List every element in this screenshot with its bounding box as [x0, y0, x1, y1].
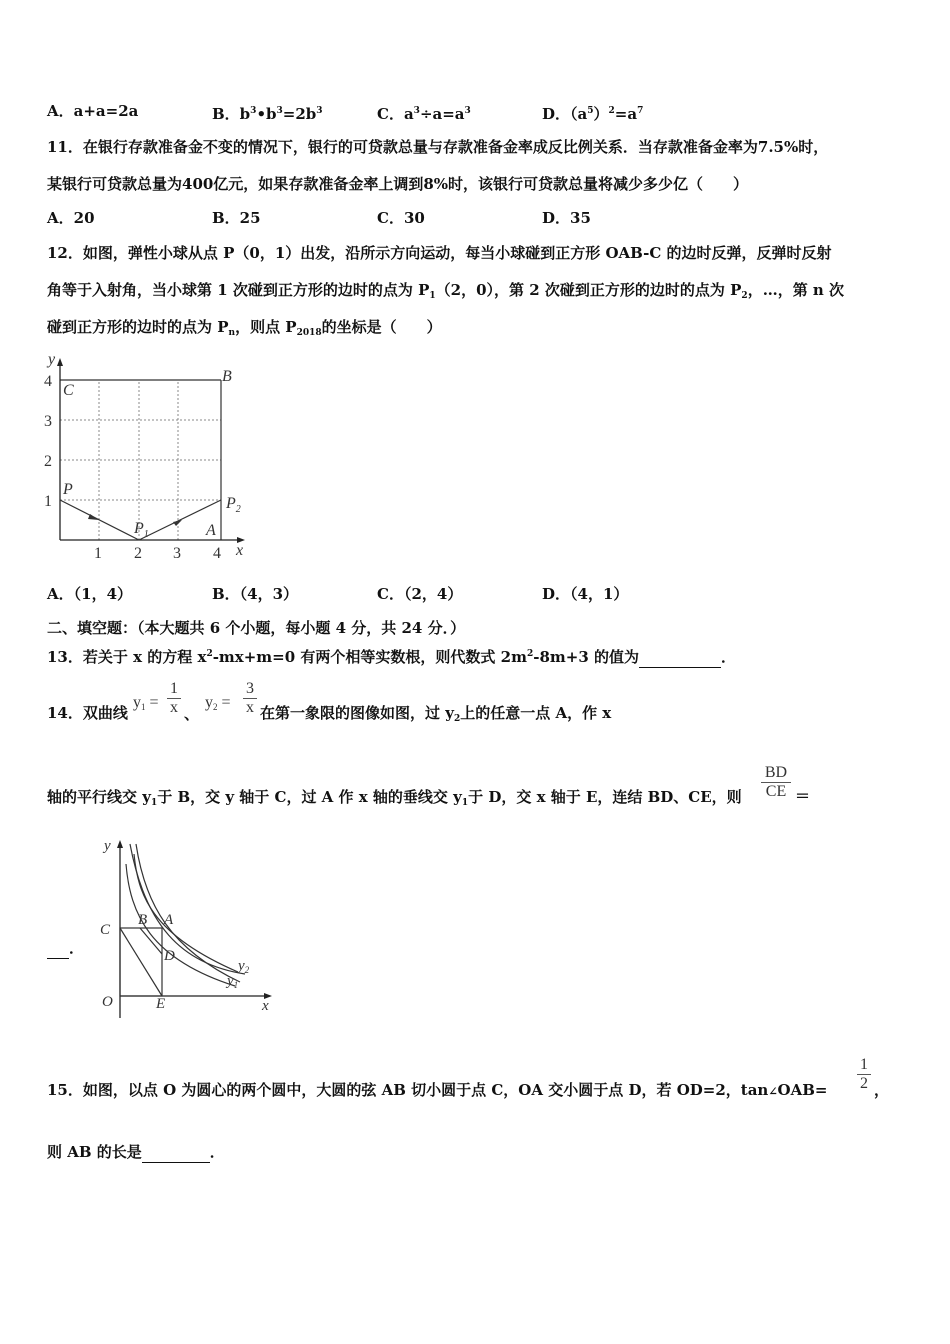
q12-fig-xtick-2: 2 — [134, 545, 142, 562]
q12-option-c: C．（2，4） — [377, 585, 463, 603]
q15-comma: ， — [874, 1081, 890, 1099]
q12-option-a: A．（1，4） — [47, 585, 133, 603]
q12-fig-label-p1: $P_1$ — [134, 520, 149, 540]
q12-option-b: B．（4，3） — [212, 585, 299, 603]
q14-fig-e: E — [156, 996, 166, 1012]
q10-option-d: D．$(a^5)^2=a^7$ — [542, 105, 644, 123]
q11-option-d: D．35 — [542, 209, 591, 227]
q10-option-c: C．$a^3\div a=a^3$ — [377, 105, 471, 123]
q14-answer-line: ． — [47, 938, 84, 959]
q14-equals: ＝ — [795, 787, 811, 805]
q14-stem-start: 14．双曲线 — [47, 704, 128, 722]
q14-y2-fraction: $\frac{3}{x}$ — [243, 680, 257, 717]
q12-stem-line1: 12．如图，弹性小球从点 P（0，1）出发，沿所示方向运动，每当小球碰到正方形 OAB-C 的边时反弹，反弹时反射 — [47, 244, 832, 262]
q14-separator: 、 — [184, 705, 200, 723]
q12-fig-ytick-1: 1 — [44, 493, 52, 510]
q11-option-a: A．20 — [47, 209, 95, 227]
q14-fig-y1: $y_1$ — [227, 973, 239, 990]
q12-fig-ytick-4: 4 — [44, 373, 52, 390]
q14-y1-fraction: $\frac{1}{x}$ — [167, 680, 181, 717]
q12-fig-label-c: C — [63, 382, 74, 399]
q11-stem-line2: 某银行可贷款总量为400亿元，如果存款准备金率上调到8%时，该银行可贷款总量将减少多少亿（ ） — [47, 175, 749, 193]
q14-y1-symbol: $y_1$ = — [133, 694, 159, 712]
q14-fig-c: C — [100, 922, 111, 938]
q14-fig-a: A — [164, 912, 174, 928]
q14-bd-ce-fraction: $\frac{BD}{CE}$ — [761, 764, 791, 801]
q12-fig-x-label: x — [236, 542, 244, 559]
q13-stem: 13．若关于 x 的方程 $x^2-mx+m=0$ 有两个相等实数根，则代数式 $2m^2-8m+3$ 的值为 ． — [47, 648, 736, 666]
q12-fig-label-p: P — [63, 481, 73, 498]
q15-stem-line1: 15．如图，以点 O 为圆心的两个圆中，大圆的弦 AB 切小圆于点 C，OA 交小圆于点 D，若 OD=2，tan∠OAB= — [47, 1081, 828, 1099]
q14-stem-line1: 在第一象限的图像如图，过 $y_2$上的任意一点 A，作 x — [260, 704, 612, 724]
q11-stem-line1: 11．在银行存款准备金不变的情况下，银行的可贷款总量与存款准备金率成反比例关系．当存款准备金率为7.5%时， — [47, 138, 829, 156]
section-2-heading: 二、填空题：（本大题共 6 个小题，每小题 4 分，共 24 分．） — [47, 619, 466, 637]
q14-fig-x: x — [262, 998, 269, 1014]
q10-option-b: B．$b^3•b^3=2b^3$ — [212, 105, 323, 123]
q12-fig-ytick-2: 2 — [44, 453, 52, 470]
q11-option-b: B．25 — [212, 209, 261, 227]
q12-fig-label-p2: $P_2$ — [226, 495, 241, 515]
q12-square-figure — [36, 350, 256, 565]
q10-option-a: A．a+a=2a — [47, 102, 139, 120]
q14-fig-o: O — [102, 994, 113, 1010]
q14-fig-y: y — [104, 838, 111, 854]
q14-fig-y2: $y_2$ — [238, 958, 250, 975]
q12-fig-label-a: A — [206, 522, 216, 539]
q15-tan-fraction: $\frac{1}{2}$ — [857, 1056, 871, 1093]
q12-fig-xtick-4: 4 — [213, 545, 221, 562]
q14-fig-d: D — [164, 948, 175, 964]
q11-option-c: C．30 — [377, 209, 425, 227]
q12-fig-ytick-3: 3 — [44, 413, 52, 430]
q14-hyperbola-figure — [90, 834, 280, 1024]
q12-fig-xtick-3: 3 — [173, 545, 181, 562]
q12-fig-y-label: y — [48, 351, 56, 368]
q14-stem-line2: 轴的平行线交 $y_1$于 B，交 y 轴于 C，过 A 作 x 轴的垂线交 $y_1$于 D，交 x 轴于 E，连结 BD、CE，则 — [47, 788, 742, 808]
q12-fig-xtick-1: 1 — [94, 545, 102, 562]
q12-stem-line3: 碰到正方形的边时的点为 $P_n$，则点 $P_{2018}$的坐标是（ ） — [47, 318, 442, 338]
q12-fig-label-b: B — [222, 368, 232, 385]
q12-stem-line2: 角等于入射角，当小球第 1 次碰到正方形的边时的点为 $P_1(2$，0），第 2 次碰到正方形的边时的点为 $P_2$，…，第 n 次 — [47, 281, 845, 301]
q15-stem-line2: 则 AB 的长是 ． — [47, 1143, 225, 1161]
q14-y2-symbol: $y_2$ = — [205, 694, 231, 712]
q12-option-d: D．（4，1） — [542, 585, 629, 603]
q14-fig-b: B — [138, 912, 148, 928]
